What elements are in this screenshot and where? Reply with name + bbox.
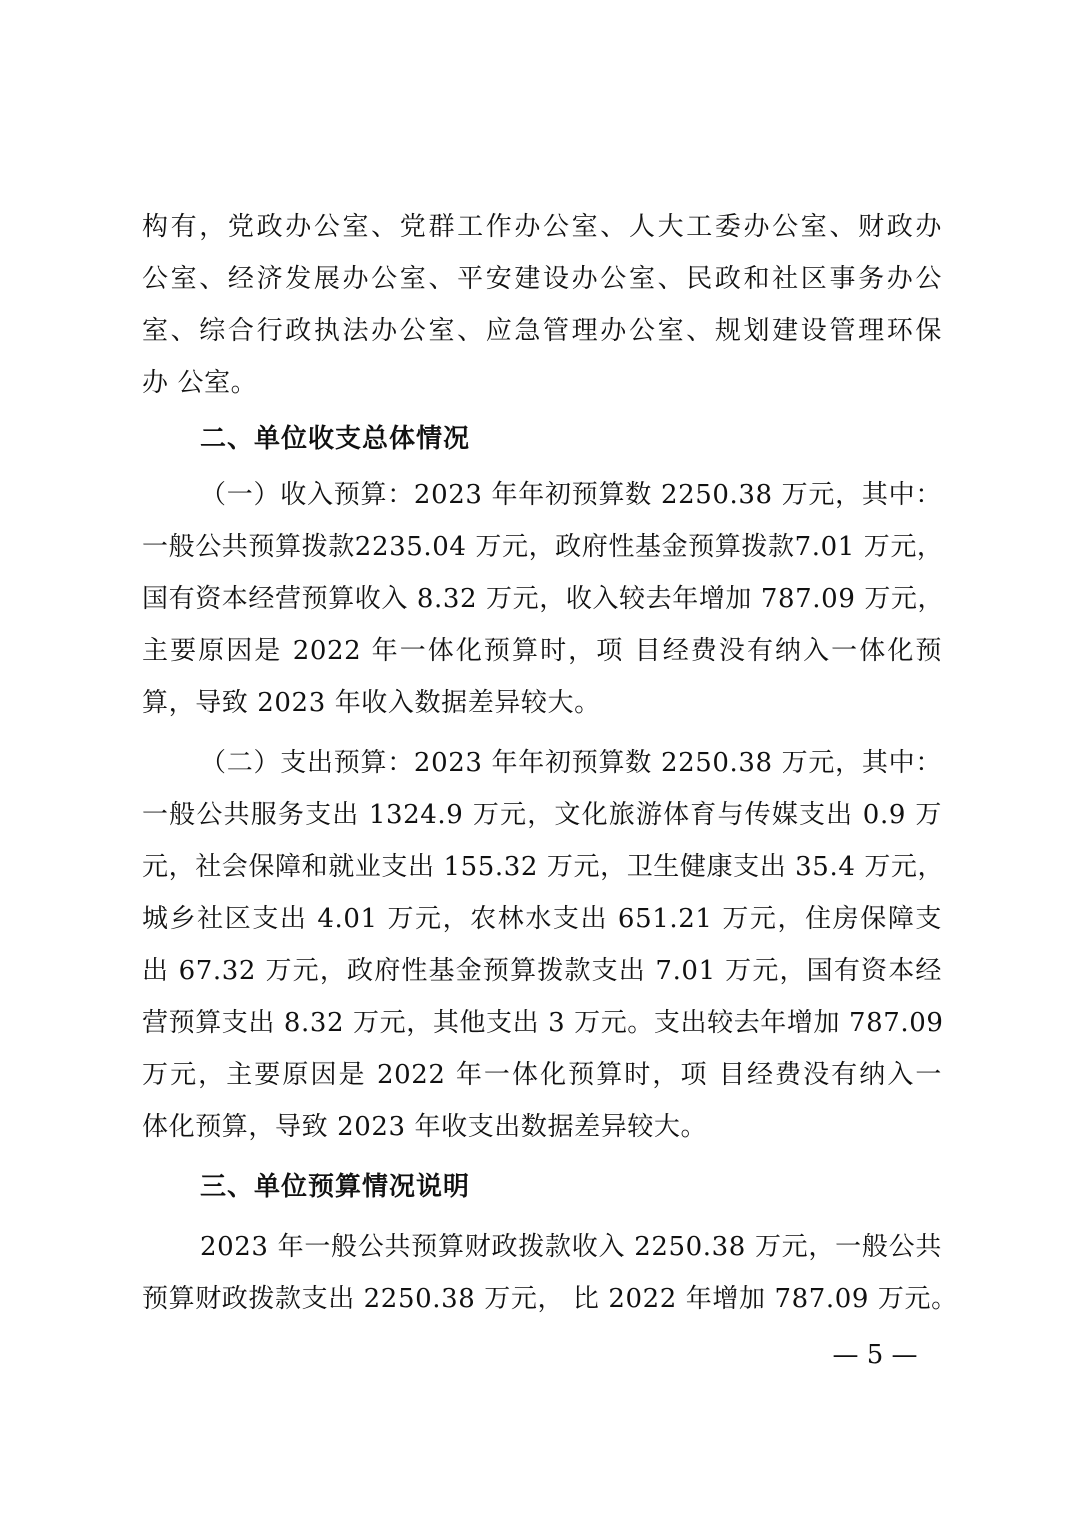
expense-line: 万元，主要原因是 2022 年一体化预算时，项 目经费没有纳入一 xyxy=(142,1060,942,1090)
expense-line: 一般公共服务支出 1324.9 万元，文化旅游体育与传媒支出 0.9 万 xyxy=(142,800,942,830)
budget-line: 2023 年一般公共预算财政拨款收入 2250.38 万元，一般公共 xyxy=(200,1232,942,1262)
income-line: 主要原因是 2022 年一体化预算时，项 目经费没有纳入一体化预 xyxy=(142,636,942,666)
paragraph-line: 室、综合行政执法办公室、应急管理办公室、规划建设管理环保 xyxy=(142,316,942,346)
expense-line: 出 67.32 万元，政府性基金预算拨款支出 7.01 万元，国有资本经 xyxy=(142,956,942,986)
income-line: 一般公共预算拨款2235.04 万元，政府性基金预算拨款7.01 万元， xyxy=(142,532,944,562)
section-heading-3: 三、单位预算情况说明 xyxy=(200,1172,471,1202)
page-number: — 5 — xyxy=(832,1340,918,1370)
paragraph-line: 公室、经济发展办公室、平安建设办公室、民政和社区事务办公 xyxy=(142,264,942,294)
income-line: 算，导致 2023 年收入数据差异较大。 xyxy=(142,688,601,718)
income-line: （一）收入预算：2023 年年初预算数 2250.38 万元，其中： xyxy=(200,480,942,510)
paragraph-line: 构有，党政办公室、党群工作办公室、人大工委办公室、财政办 xyxy=(142,212,942,242)
expense-line: 元，社会保障和就业支出 155.32 万元，卫生健康支出 35.4 万元， xyxy=(142,852,945,882)
expense-line: （二）支出预算：2023 年年初预算数 2250.38 万元，其中： xyxy=(200,748,942,778)
expense-line: 营预算支出 8.32 万元，其他支出 3 万元。支出较去年增加 787.09 xyxy=(142,1008,944,1038)
section-heading-2: 二、单位收支总体情况 xyxy=(200,424,471,454)
expense-line: 体化预算，导致 2023 年收支出数据差异较大。 xyxy=(142,1112,708,1142)
paragraph-line: 办 公室。 xyxy=(142,368,258,398)
budget-line: 预算财政拨款支出 2250.38 万元， 比 2022 年增加 787.09 万元。 xyxy=(142,1284,958,1314)
income-line: 国有资本经营预算收入 8.32 万元，收入较去年增加 787.09 万元， xyxy=(142,584,945,614)
expense-line: 城乡社区支出 4.01 万元，农林水支出 651.21 万元，住房保障支 xyxy=(142,904,942,934)
